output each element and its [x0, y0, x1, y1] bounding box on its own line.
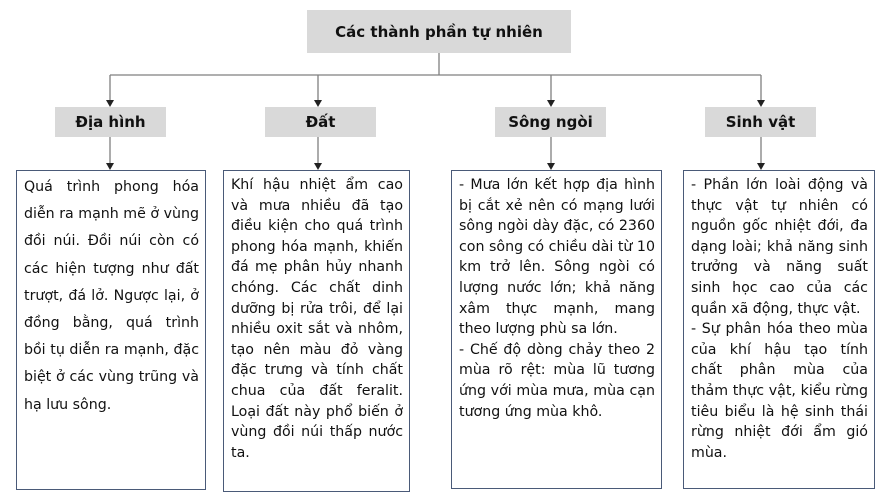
description-text: Quá trình phong hóa diễn ra mạnh mẽ ở vùng đồi núi. Đồi núi còn có các hiện tượng như đất trượt, đá lở. Ngược lại, ở đồng bằng, quá trình bồi tụ diễn ra mạnh, đặc biệt ở các vùng trũng và hạ lưu sông.	[24, 179, 199, 413]
category-header-sinh-vat	[705, 107, 816, 137]
description-paragraph: - Mưa lớn kết hợp địa hình bị cắt xẻ nên có mạng lưới sông ngòi dày đặc, có 2360 con sông có chiều dài từ 10 km trở lên. Sông ngòi có lượng nước lớn; khả năng xâm thực mạnh, mang theo lượng phù sa lớn.	[459, 177, 655, 338]
description-box-dat	[223, 170, 410, 492]
category-label: Sông ngòi	[508, 113, 593, 131]
root-node	[307, 10, 571, 53]
description-paragraph: - Chế độ dòng chảy theo 2 mùa rõ rệt: mùa lũ tương ứng với mùa mưa, mùa cạn tương ứng mùa khô.	[459, 341, 655, 420]
description-paragraph: - Phần lớn loài động và thực vật tự nhiên có nguồn gốc nhiệt đới, đa dạng loài; khả năng sinh trưởng và năng suất sinh học cao của các quần xã động, thực vật.	[691, 177, 868, 317]
category-header-dat	[265, 107, 376, 137]
description-box-song-ngoi	[451, 170, 662, 489]
description-box-dia-hinh	[16, 170, 206, 490]
category-label: Đất	[305, 113, 336, 131]
description-paragraph: - Sự phân hóa theo mùa của khí hậu tạo tính chất phân mùa của thảm thực vật, kiểu rừng tiêu biểu là hệ sinh thái rừng nhiệt đới ẩm gió mùa.	[691, 321, 868, 461]
category-label: Sinh vật	[725, 113, 796, 131]
category-header-dia-hinh	[55, 107, 166, 137]
description-text: Khí hậu nhiệt ẩm cao và mưa nhiều đã tạo điều kiện cho quá trình phong hóa mạnh, khiến đá mẹ phân hủy nhanh chóng. Các chất dinh dưỡng bị rửa trôi, để lại nhiều oxit sắt và nhôm, tạo nên màu đỏ vàng đặc trưng và tính chất chua của đất feralit. Loại đất này phổ biến ở vùng đồi núi thấp nước ta.	[231, 177, 403, 461]
category-label: Địa hình	[75, 113, 146, 131]
root-title: Các thành phần tự nhiên	[335, 22, 543, 41]
description-box-sinh-vat	[683, 170, 875, 489]
category-header-song-ngoi	[495, 107, 606, 137]
